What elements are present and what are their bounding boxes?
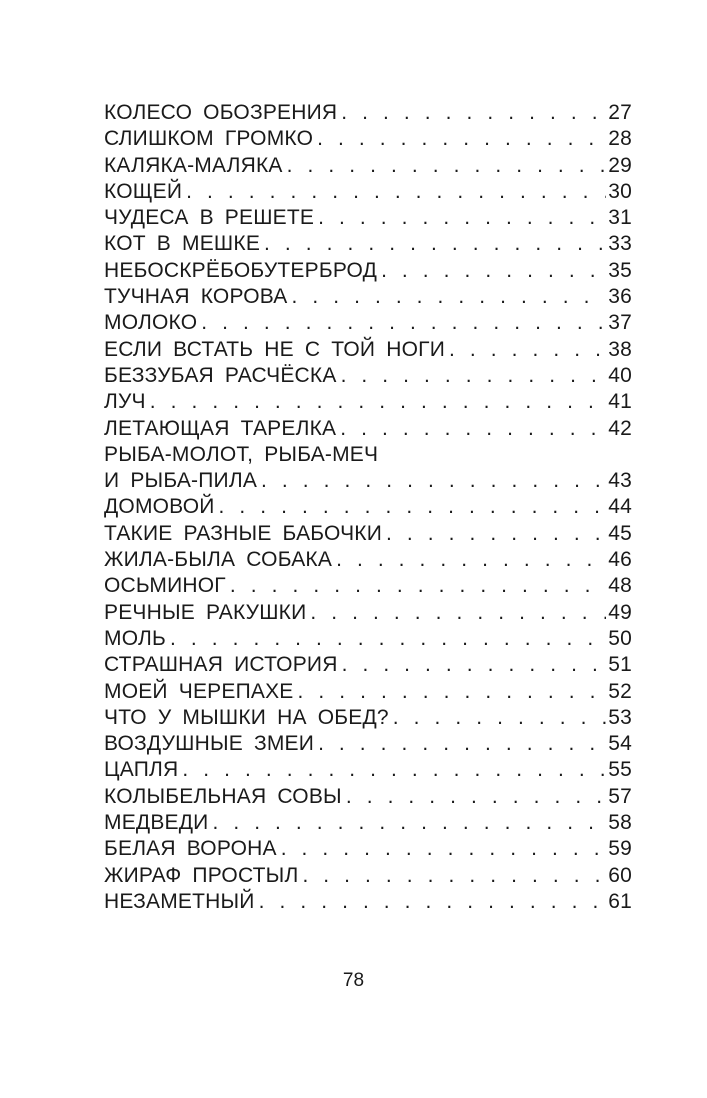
toc-entry [104, 573, 632, 599]
dot-leader [382, 521, 606, 547]
dot-leader [146, 389, 607, 415]
toc-entry [104, 679, 632, 705]
dot-leader [182, 179, 606, 205]
toc-line [104, 153, 632, 179]
toc-entry-page: 33 [608, 232, 632, 256]
toc-entry [104, 416, 632, 442]
toc-entry [104, 284, 632, 310]
toc-line [104, 310, 632, 336]
toc-entry-title: МОЛЬ [104, 626, 166, 650]
toc-line [104, 337, 632, 363]
dot-leader [260, 231, 606, 257]
toc-entry-page: 52 [608, 679, 632, 703]
toc-entry-title: ЧТО У МЫШКИ НА ОБЕД? [104, 705, 389, 729]
toc-entry [104, 547, 632, 573]
toc-entry-title: СТРАШНАЯ ИСТОРИЯ [104, 653, 338, 677]
dot-leader [377, 258, 606, 284]
toc-line [104, 100, 632, 126]
dot-leader [294, 679, 607, 705]
toc-entry-page: 46 [608, 548, 632, 572]
toc-entry-title: НЕБОСКРЁБОБУТЕРБРОД [104, 258, 378, 282]
dot-leader [166, 626, 606, 652]
toc-entry [104, 205, 632, 231]
dot-leader [389, 705, 606, 731]
dot-leader [338, 652, 607, 678]
toc-entry [104, 337, 632, 363]
toc-entry-title: КОЛЕСО ОБОЗРЕНИЯ [104, 101, 338, 124]
toc-entry-page: 57 [608, 784, 632, 808]
dot-leader [287, 284, 606, 310]
toc-entry-page: 31 [608, 206, 632, 230]
toc-line [104, 784, 632, 810]
toc-entry [104, 258, 632, 284]
toc-entry-page: 28 [608, 127, 632, 151]
page-number: 78 [342, 970, 365, 991]
toc-entry-page: 55 [608, 758, 632, 782]
toc-entry-title: ЕСЛИ ВСТАТЬ НЕ С ТОЙ НОГИ [104, 337, 446, 361]
toc-line [104, 757, 632, 783]
toc-entry-title: НЕЗАМЕТНЫЙ [104, 889, 255, 913]
dot-leader [445, 337, 606, 363]
dot-leader [342, 784, 606, 810]
toc-line [104, 389, 632, 415]
toc-entry [104, 363, 632, 389]
toc-entry-page: 41 [608, 390, 632, 414]
toc-entry-page: 35 [608, 258, 632, 282]
dot-leader [306, 600, 606, 626]
toc-entry [104, 600, 632, 626]
toc-entry-page: 29 [608, 153, 632, 177]
toc-entry-title: БЕЛАЯ ВОРОНА [104, 837, 277, 861]
toc-entry-title: И РЫБА-ПИЛА [104, 469, 258, 493]
toc-entry-title: ЖИРАФ ПРОСТЫЛ [104, 863, 299, 887]
toc-entry-title: МОЕЙ ЧЕРЕПАХЕ [104, 679, 294, 703]
toc-entry [104, 652, 632, 678]
toc-entry-page: 49 [608, 600, 632, 624]
toc-line [104, 258, 632, 284]
toc-line [104, 600, 632, 626]
toc-entry-title: КОЩЕЙ [104, 179, 183, 203]
toc-entry-page: 61 [608, 889, 632, 913]
toc-entry [104, 310, 632, 336]
toc-entry [104, 494, 632, 520]
dot-leader [336, 416, 606, 442]
toc-entry-page: 42 [608, 416, 632, 440]
toc-line [104, 363, 632, 389]
toc-entry-title: РЫБА-МОЛОТ, РЫБА-МЕЧ [104, 442, 379, 466]
toc-entry-title: ТАКИЕ РАЗНЫЕ БАБОЧКИ [104, 521, 383, 545]
toc-line [104, 626, 632, 652]
toc-line [104, 442, 632, 468]
toc-entry [104, 836, 632, 862]
toc-entry-page: 50 [608, 626, 632, 650]
toc-line [104, 231, 632, 257]
dot-leader [314, 205, 606, 231]
toc-line [104, 205, 632, 231]
dot-leader [337, 363, 607, 389]
toc-entry-title: КОЛЫБЕЛЬНАЯ СОВЫ [104, 784, 342, 808]
toc-entry-title: ДОМОВОЙ [104, 495, 215, 519]
toc-line [104, 494, 632, 520]
toc-line [104, 179, 632, 205]
toc-entry-title: БЕЗЗУБАЯ РАСЧЁСКА [104, 363, 337, 387]
toc-entry-page: 45 [608, 521, 632, 545]
toc-entry [104, 442, 632, 495]
toc-entry-title: МОЛОКО [104, 311, 198, 335]
toc-line [104, 652, 632, 678]
toc-entry [104, 231, 632, 257]
toc-line [104, 416, 632, 442]
dot-leader [255, 889, 607, 915]
toc-line [104, 731, 632, 757]
toc-entry [104, 126, 632, 152]
toc-entry [104, 153, 632, 179]
toc-line [104, 863, 632, 889]
toc-entry [104, 889, 632, 915]
dot-leader [178, 757, 606, 783]
toc-entry-page: 51 [608, 653, 632, 677]
toc-entry-title: ЦАПЛЯ [104, 758, 179, 782]
dot-leader [226, 573, 606, 599]
toc-entry [104, 389, 632, 415]
toc-entry-title: КАЛЯКА-МАЛЯКА [104, 153, 283, 177]
toc-entry-page: 44 [608, 495, 632, 519]
toc-entry-title: ТУЧНАЯ КОРОВА [104, 285, 288, 309]
dot-leader [313, 126, 606, 152]
toc-entry [104, 863, 632, 889]
toc-entry-page: 38 [608, 337, 632, 361]
toc-entry [104, 784, 632, 810]
toc-line [104, 126, 632, 152]
toc-entry-title: КОТ В МЕШКЕ [104, 232, 261, 256]
toc-entry-title: ЛЕТАЮЩАЯ ТАРЕЛКА [104, 416, 337, 440]
toc-entry [104, 179, 632, 205]
toc-entry-title: РЕЧНЫЕ РАКУШКИ [104, 600, 307, 624]
dot-leader [337, 100, 606, 126]
toc-entry-page: 60 [608, 863, 632, 887]
toc-entry-page: 36 [608, 285, 632, 309]
toc-line [104, 521, 632, 547]
toc-entry-title: СЛИШКОМ ГРОМКО [104, 127, 314, 151]
toc-line [104, 705, 632, 731]
dot-leader [215, 494, 607, 520]
toc-entry-page: 40 [608, 363, 632, 387]
toc-line [104, 573, 632, 599]
dot-leader [197, 310, 606, 336]
toc-entry [104, 626, 632, 652]
toc-entry-page: 54 [608, 732, 632, 756]
toc-line [104, 679, 632, 705]
toc-entry-title: ВОЗДУШНЫЕ ЗМЕИ [104, 732, 315, 756]
toc-entry-page: 37 [608, 311, 632, 335]
toc-entry [104, 757, 632, 783]
dot-leader [277, 836, 607, 862]
dot-leader [283, 153, 607, 179]
toc-entry-page: 43 [608, 469, 632, 493]
toc-line [104, 284, 632, 310]
toc-entry-page: 30 [608, 179, 632, 203]
toc-line [104, 810, 632, 836]
dot-leader [298, 863, 606, 889]
toc-entry-title: ЖИЛА-БЫЛА СОБАКА [104, 548, 333, 572]
toc-entry [104, 705, 632, 731]
toc-entry-page: 48 [608, 574, 632, 598]
toc-entry-title: ЛУЧ [104, 390, 146, 414]
toc-entry-title: МЕДВЕДИ [104, 811, 209, 835]
toc-entry-title: ЧУДЕСА В РЕШЕТЕ [104, 206, 315, 230]
dot-leader [257, 468, 606, 494]
toc-entry-page: 58 [608, 811, 632, 835]
toc-line [104, 468, 632, 494]
dot-leader [208, 810, 606, 836]
dot-leader [332, 547, 606, 573]
toc-line [104, 547, 632, 573]
toc-entry-page: 27 [608, 101, 632, 124]
toc-entry-title: ОСЬМИНОГ [104, 574, 226, 598]
toc-entry-page: 53 [608, 705, 632, 729]
toc-line [104, 889, 632, 915]
toc-entry-page: 59 [608, 837, 632, 861]
dot-leader [314, 731, 606, 757]
toc-line [104, 836, 632, 862]
toc-entry [104, 521, 632, 547]
toc-entry [104, 731, 632, 757]
table-of-contents [104, 100, 632, 915]
toc-entry [104, 100, 632, 126]
toc-entry [104, 810, 632, 836]
